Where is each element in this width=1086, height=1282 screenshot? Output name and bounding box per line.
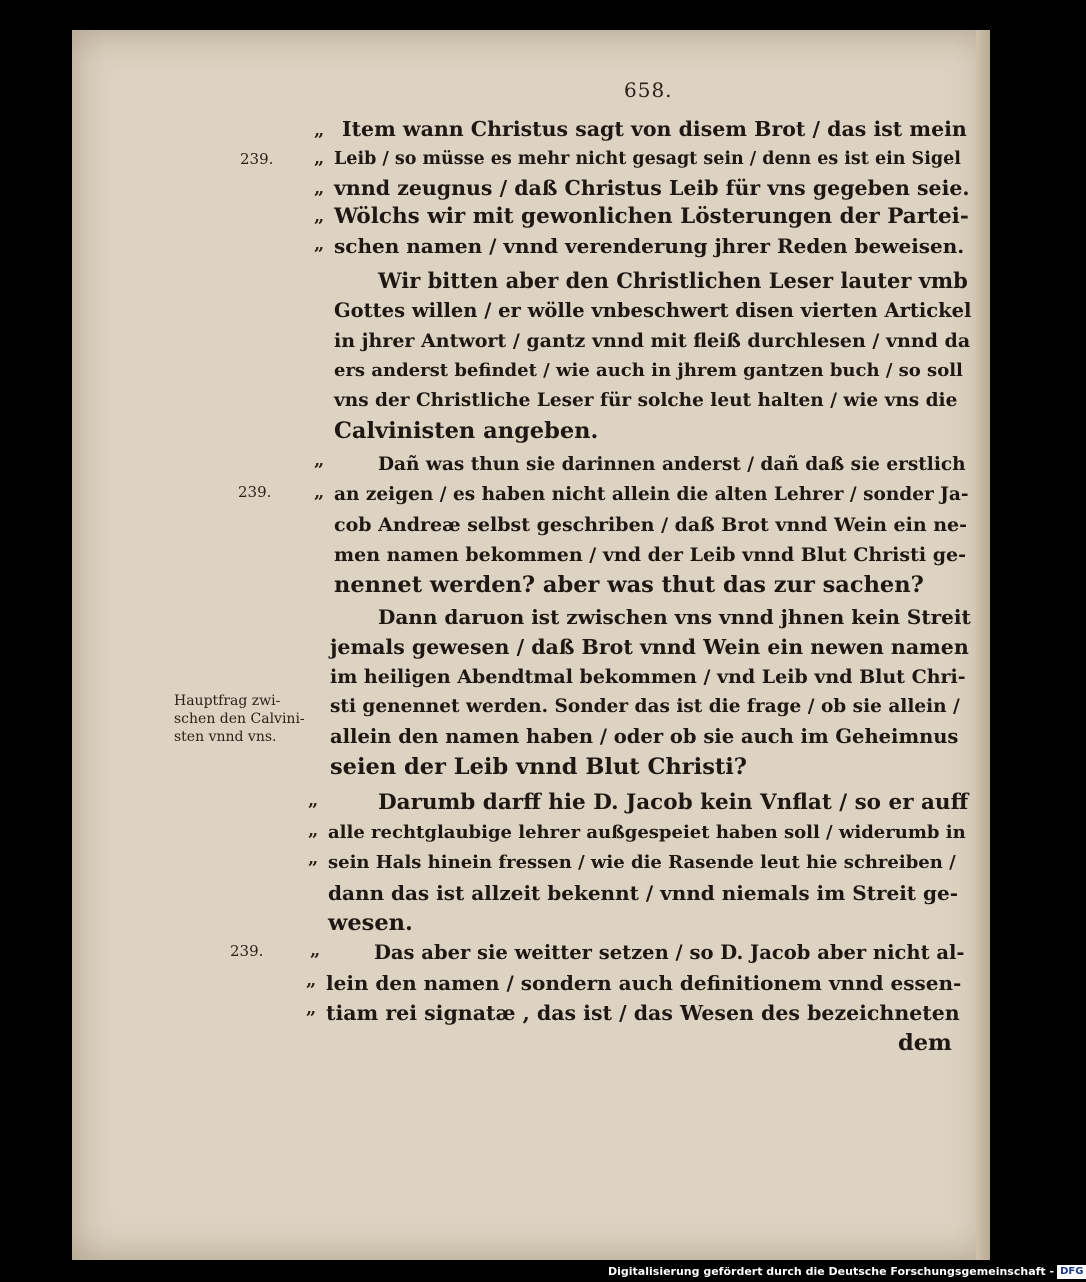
- quote-mark: „: [306, 970, 317, 991]
- quote-mark: „: [314, 234, 325, 255]
- text-line: schen namen / vnnd verenderung jhrer Reden beweisen.: [334, 234, 965, 258]
- text-line: cob Andreæ selbst geschriben / daß Brot vnnd Wein ein ne-: [334, 514, 968, 536]
- quote-mark: „: [314, 178, 325, 199]
- text-line: Item wann Christus sagt von disem Brot / das ist mein: [342, 117, 967, 141]
- quote-mark: „: [306, 998, 317, 1019]
- text-line: nennet werden? aber was thut das zur sachen?: [334, 572, 924, 598]
- text-line: dann das ist allzeit bekennt / vnnd niemals im Streit ge-: [328, 881, 959, 905]
- page-edge: [976, 30, 990, 1260]
- text-line: wesen.: [328, 910, 413, 936]
- text-line: seien der Leib vnnd Blut Christi?: [330, 754, 747, 780]
- margin-note-line-2: schen den Calvini-: [174, 711, 305, 727]
- quote-mark: „: [314, 148, 325, 169]
- text-line: lein den namen / sondern auch definitionem vnnd essen-: [326, 971, 962, 995]
- text-line: allein den namen haben / oder ob sie auch im Geheimnus: [330, 725, 959, 748]
- quote-mark: „: [314, 120, 325, 141]
- text-line: jemals gewesen / daß Brot vnnd Wein ein newen namen: [330, 635, 969, 659]
- margin-number-1: 239.: [240, 150, 274, 168]
- text-line: in jhrer Antwort / gantz vnnd mit fleiß durchlesen / vnnd da: [334, 330, 971, 352]
- text-line: sein Hals hinein fressen / wie die Rasende leut hie schreiben /: [328, 852, 956, 873]
- text-line: Das aber sie weitter setzen / so D. Jacob aber nicht al-: [374, 941, 965, 964]
- text-line: im heiligen Abendtmal bekommen / vnd Leib vnd Blut Chri-: [330, 666, 966, 688]
- text-line: an zeigen / es haben nicht allein die alten Lehrer / sonder Ja-: [334, 484, 969, 505]
- text-line: sti genennet werden. Sonder das ist die frage / ob sie allein /: [330, 696, 960, 717]
- text-line: vns der Christliche Leser für solche leut halten / wie vns die: [334, 390, 958, 411]
- quote-mark: „: [308, 820, 319, 841]
- text-line: Darumb darff hie D. Jacob kein Vnflat / so er auff: [378, 790, 969, 815]
- margin-number-2: 239.: [238, 483, 272, 501]
- quote-mark: „: [314, 206, 325, 227]
- footer-credit: [608, 1262, 1084, 1282]
- book-page: [72, 30, 990, 1260]
- margin-note-line-1: Hauptfrag zwi-: [174, 693, 281, 709]
- catchword: dem: [898, 1030, 952, 1056]
- margin-note-line-3: sten vnnd vns.: [174, 729, 277, 745]
- text-line: ers anderst befindet / wie auch in jhrem gantzen buch / so soll: [334, 360, 963, 381]
- quote-mark: „: [314, 450, 325, 471]
- footer-text: Digitalisierung gefördert durch die Deutsche Forschungsgemeinschaft -: [608, 1265, 1055, 1278]
- margin-number-3: 239.: [230, 942, 264, 960]
- text-line: Wölchs wir mit gewonlichen Lösterungen der Partei-: [334, 204, 969, 229]
- text-line: Calvinisten angeben.: [334, 418, 599, 444]
- text-line: Leib / so müsse es mehr nicht gesagt sein / denn es ist ein Sigel: [334, 149, 961, 169]
- text-line: Gottes willen / er wölle vnbeschwert disen vierten Artickel: [334, 299, 972, 322]
- quote-mark: „: [310, 940, 321, 961]
- quote-mark: „: [308, 848, 319, 869]
- quote-mark: „: [314, 482, 325, 503]
- page-number: 658.: [624, 78, 673, 102]
- text-line: Dañ was thun sie darinnen anderst / dañ daß sie erstlich: [378, 454, 966, 475]
- text-line: tiam rei signatæ , das ist / das Wesen des bezeichneten: [326, 1001, 960, 1025]
- text-line: Wir bitten aber den Christlichen Leser lauter vmb: [378, 268, 968, 293]
- text-line: vnnd zeugnus / daß Christus Leib für vns gegeben seie.: [334, 176, 970, 200]
- dfg-logo-icon: DFG: [1057, 1265, 1086, 1279]
- text-line: alle rechtglaubige lehrer außgespeiet haben soll / widerumb in: [328, 822, 966, 843]
- text-line: men namen bekommen / vnd der Leib vnnd Blut Christi ge-: [334, 544, 966, 566]
- quote-mark: „: [308, 790, 319, 811]
- text-line: Dann daruon ist zwischen vns vnnd jhnen kein Streit: [378, 605, 971, 629]
